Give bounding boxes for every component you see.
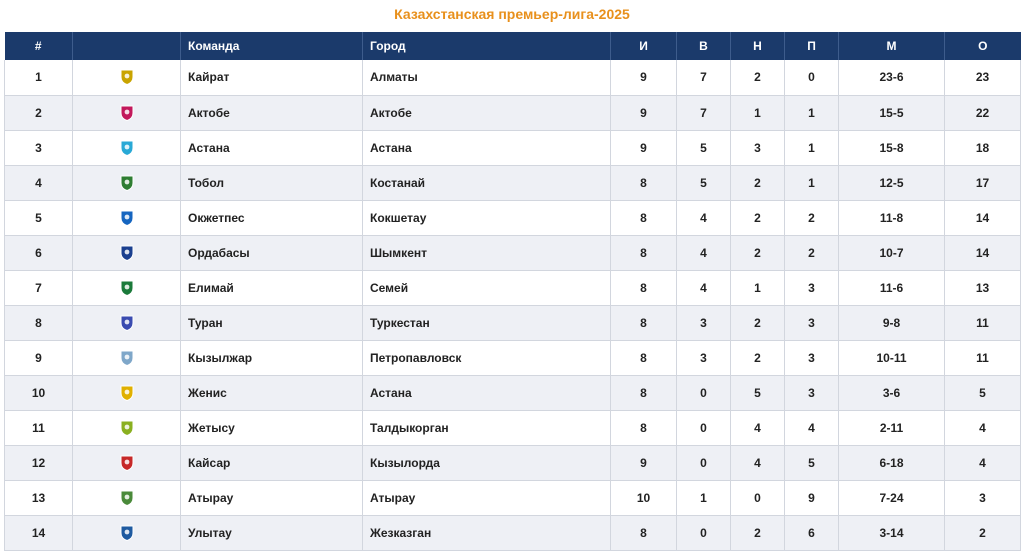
- cell-team: Туран: [181, 305, 363, 340]
- cell-won: 3: [677, 305, 731, 340]
- table-row: [5, 60, 1021, 95]
- tobol-logo: [118, 174, 136, 192]
- cell-played: 10: [611, 480, 677, 515]
- cell-team: Елимай: [181, 270, 363, 305]
- cell-lost: 2: [785, 235, 839, 270]
- ulytau-logo: [118, 524, 136, 542]
- cell-team: Кызылжар: [181, 340, 363, 375]
- turan-logo: [118, 314, 136, 332]
- table-row: [5, 270, 1021, 305]
- cell-city: Талдыкорган: [363, 410, 611, 445]
- cell-team: Тобол: [181, 165, 363, 200]
- cell-logo: [73, 445, 181, 480]
- cell-played: 8: [611, 200, 677, 235]
- cell-goals: 10-7: [839, 235, 945, 270]
- table-header-row: [5, 32, 1021, 60]
- cell-won: 5: [677, 165, 731, 200]
- cell-lost: 0: [785, 60, 839, 95]
- cell-rank: 8: [5, 305, 73, 340]
- cell-played: 8: [611, 410, 677, 445]
- cell-played: 8: [611, 375, 677, 410]
- cell-won: 5: [677, 130, 731, 165]
- cell-team: Жетысу: [181, 410, 363, 445]
- zhetysu-logo: [118, 419, 136, 437]
- cell-logo: [73, 375, 181, 410]
- cell-lost: 3: [785, 305, 839, 340]
- cell-logo: [73, 515, 181, 550]
- cell-points: 5: [945, 375, 1021, 410]
- col-header-draw: Н: [731, 32, 785, 60]
- cell-lost: 1: [785, 130, 839, 165]
- cell-team: Ордабасы: [181, 235, 363, 270]
- aktobe-logo: [118, 104, 136, 122]
- cell-rank: 12: [5, 445, 73, 480]
- kyzylzhar-logo: [118, 349, 136, 367]
- col-header-points: О: [945, 32, 1021, 60]
- table-row: [5, 165, 1021, 200]
- cell-goals: 11-8: [839, 200, 945, 235]
- cell-won: 0: [677, 445, 731, 480]
- cell-city: Туркестан: [363, 305, 611, 340]
- cell-won: 1: [677, 480, 731, 515]
- cell-city: Жезказган: [363, 515, 611, 550]
- cell-lost: 1: [785, 95, 839, 130]
- cell-rank: 4: [5, 165, 73, 200]
- cell-logo: [73, 60, 181, 95]
- cell-rank: 10: [5, 375, 73, 410]
- cell-rank: 7: [5, 270, 73, 305]
- cell-won: 4: [677, 200, 731, 235]
- cell-draw: 2: [731, 305, 785, 340]
- cell-rank: 5: [5, 200, 73, 235]
- cell-points: 2: [945, 515, 1021, 550]
- cell-city: Петропавловск: [363, 340, 611, 375]
- table-row: [5, 515, 1021, 550]
- cell-city: Кокшетау: [363, 200, 611, 235]
- cell-goals: 23-6: [839, 60, 945, 95]
- cell-won: 0: [677, 410, 731, 445]
- cell-city: Семей: [363, 270, 611, 305]
- cell-rank: 3: [5, 130, 73, 165]
- cell-logo: [73, 200, 181, 235]
- cell-goals: 2-11: [839, 410, 945, 445]
- cell-played: 8: [611, 515, 677, 550]
- cell-goals: 15-5: [839, 95, 945, 130]
- cell-draw: 2: [731, 340, 785, 375]
- cell-won: 3: [677, 340, 731, 375]
- cell-city: Актобе: [363, 95, 611, 130]
- atyrau-logo: [118, 489, 136, 507]
- cell-draw: 4: [731, 445, 785, 480]
- cell-draw: 2: [731, 60, 785, 95]
- cell-logo: [73, 235, 181, 270]
- cell-lost: 6: [785, 515, 839, 550]
- cell-goals: 9-8: [839, 305, 945, 340]
- cell-logo: [73, 305, 181, 340]
- cell-points: 23: [945, 60, 1021, 95]
- cell-lost: 3: [785, 270, 839, 305]
- cell-played: 8: [611, 165, 677, 200]
- table-row: [5, 235, 1021, 270]
- cell-rank: 14: [5, 515, 73, 550]
- col-header-city: Город: [363, 32, 611, 60]
- cell-draw: 2: [731, 515, 785, 550]
- cell-draw: 5: [731, 375, 785, 410]
- col-header-lost: П: [785, 32, 839, 60]
- cell-played: 9: [611, 130, 677, 165]
- cell-city: Костанай: [363, 165, 611, 200]
- cell-lost: 1: [785, 165, 839, 200]
- col-header-won: В: [677, 32, 731, 60]
- cell-rank: 1: [5, 60, 73, 95]
- cell-goals: 3-6: [839, 375, 945, 410]
- table-row: [5, 305, 1021, 340]
- cell-goals: 3-14: [839, 515, 945, 550]
- cell-city: Астана: [363, 375, 611, 410]
- cell-played: 8: [611, 340, 677, 375]
- cell-team: Улытау: [181, 515, 363, 550]
- cell-logo: [73, 270, 181, 305]
- cell-points: 14: [945, 235, 1021, 270]
- table-row: [5, 375, 1021, 410]
- cell-team: Женис: [181, 375, 363, 410]
- elimai-logo: [118, 279, 136, 297]
- cell-lost: 3: [785, 340, 839, 375]
- astana-logo: [118, 139, 136, 157]
- cell-logo: [73, 95, 181, 130]
- cell-logo: [73, 480, 181, 515]
- table-row: [5, 340, 1021, 375]
- kairat-logo: [118, 68, 136, 86]
- cell-team: Окжетпес: [181, 200, 363, 235]
- cell-won: 4: [677, 270, 731, 305]
- cell-draw: 3: [731, 130, 785, 165]
- cell-city: Шымкент: [363, 235, 611, 270]
- col-header-team: Команда: [181, 32, 363, 60]
- cell-points: 18: [945, 130, 1021, 165]
- page-title: Казахстанская премьер-лига-2025: [394, 6, 630, 22]
- cell-goals: 6-18: [839, 445, 945, 480]
- cell-team: Астана: [181, 130, 363, 165]
- cell-draw: 2: [731, 165, 785, 200]
- cell-draw: 1: [731, 270, 785, 305]
- cell-played: 9: [611, 445, 677, 480]
- cell-logo: [73, 340, 181, 375]
- cell-won: 4: [677, 235, 731, 270]
- cell-won: 7: [677, 60, 731, 95]
- cell-rank: 2: [5, 95, 73, 130]
- cell-points: 13: [945, 270, 1021, 305]
- cell-played: 8: [611, 305, 677, 340]
- cell-played: 8: [611, 270, 677, 305]
- cell-points: 17: [945, 165, 1021, 200]
- zhenis-logo: [118, 384, 136, 402]
- table-row: [5, 95, 1021, 130]
- cell-city: Атырау: [363, 480, 611, 515]
- table-row: [5, 480, 1021, 515]
- col-header-rank: #: [5, 32, 73, 60]
- col-header-logo: [73, 32, 181, 60]
- cell-lost: 4: [785, 410, 839, 445]
- cell-points: 22: [945, 95, 1021, 130]
- cell-team: Кайсар: [181, 445, 363, 480]
- cell-draw: 2: [731, 235, 785, 270]
- cell-points: 14: [945, 200, 1021, 235]
- cell-lost: 5: [785, 445, 839, 480]
- cell-lost: 9: [785, 480, 839, 515]
- cell-won: 7: [677, 95, 731, 130]
- cell-goals: 11-6: [839, 270, 945, 305]
- cell-draw: 4: [731, 410, 785, 445]
- cell-city: Астана: [363, 130, 611, 165]
- cell-points: 4: [945, 445, 1021, 480]
- cell-points: 4: [945, 410, 1021, 445]
- cell-team: Актобе: [181, 95, 363, 130]
- table-row: [5, 410, 1021, 445]
- col-header-played: И: [611, 32, 677, 60]
- cell-team: Кайрат: [181, 60, 363, 95]
- cell-draw: 1: [731, 95, 785, 130]
- table-row: [5, 200, 1021, 235]
- okzhetpes-logo: [118, 209, 136, 227]
- cell-lost: 2: [785, 200, 839, 235]
- col-header-goals: М: [839, 32, 945, 60]
- cell-goals: 7-24: [839, 480, 945, 515]
- standings-table: [4, 32, 1021, 551]
- cell-won: 0: [677, 375, 731, 410]
- cell-played: 9: [611, 95, 677, 130]
- cell-team: Атырау: [181, 480, 363, 515]
- cell-goals: 10-11: [839, 340, 945, 375]
- cell-logo: [73, 130, 181, 165]
- table-row: [5, 445, 1021, 480]
- cell-logo: [73, 165, 181, 200]
- cell-played: 9: [611, 60, 677, 95]
- cell-rank: 13: [5, 480, 73, 515]
- cell-points: 11: [945, 340, 1021, 375]
- cell-goals: 15-8: [839, 130, 945, 165]
- cell-rank: 11: [5, 410, 73, 445]
- cell-points: 3: [945, 480, 1021, 515]
- cell-draw: 0: [731, 480, 785, 515]
- cell-city: Кызылорда: [363, 445, 611, 480]
- cell-played: 8: [611, 235, 677, 270]
- cell-logo: [73, 410, 181, 445]
- cell-draw: 2: [731, 200, 785, 235]
- cell-lost: 3: [785, 375, 839, 410]
- cell-goals: 12-5: [839, 165, 945, 200]
- table-row: [5, 130, 1021, 165]
- cell-city: Алматы: [363, 60, 611, 95]
- cell-points: 11: [945, 305, 1021, 340]
- ordabasy-logo: [118, 244, 136, 262]
- cell-won: 0: [677, 515, 731, 550]
- cell-rank: 9: [5, 340, 73, 375]
- cell-rank: 6: [5, 235, 73, 270]
- kaisar-logo: [118, 454, 136, 472]
